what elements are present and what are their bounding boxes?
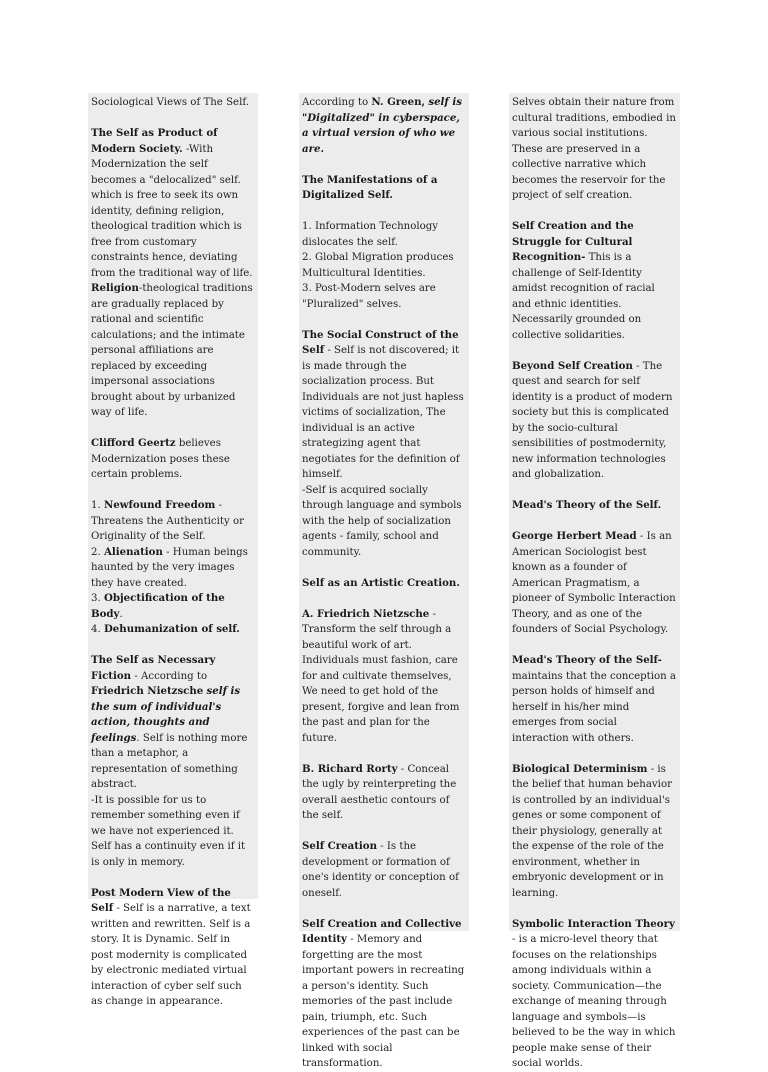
paragraph: Clifford Geertz believes Modernization poses these certain problems. (91, 437, 230, 480)
heading: Mead's Theory of the Self- (512, 654, 662, 666)
paragraph: Biological Determinism - is the belief that human behavior is controlled by an individual's genes or some component of their physiology, generally at the expense of the role of the environment, whether in embryonic development or in learning. (512, 762, 672, 899)
paragraph: Self Creation and the Struggle for Cultural Recognition- This is a challenge of Self-Identity amidst recognition of racial and ethnic identities. Necessarily grounded on collective solidarities. (512, 220, 655, 341)
document-title: Sociological Views of The Self. (91, 97, 249, 108)
heading: Religion (91, 282, 139, 294)
list-item: 1. Information Technology dislocates the self. (302, 221, 438, 248)
heading: A. Friedrich Nietzsche (302, 607, 430, 620)
list-item: 3. Objectification of the Body. (91, 592, 225, 620)
paragraph: B. Richard Rorty - Conceal the ugly by reinterpreting the overall aesthetic contours of the self. (302, 762, 457, 821)
list-item: 4. Dehumanization of self. (91, 623, 240, 635)
paragraph (512, 498, 676, 514)
heading: George Herbert Mead (512, 530, 637, 542)
paragraph: Self Creation and Collective Identity - Memory and forgetting are the most important powers in recreating a person's identity. Such memories of the past include pain, triumph, etc. Such experiences of the past can be linked with social transformation. (302, 917, 465, 1069)
heading: The Self as Necessary Fiction (91, 654, 216, 682)
paragraph: Mead's Theory of the Self- maintains that the conception a person holds of himself and herself in his/her mind emerges from social interaction with others. (512, 654, 677, 744)
heading: The Self as Product of Modern Society. (91, 127, 218, 155)
list-item: 1. Newfound Freedom - Threatens the Authenticity or Originality of the Self. (91, 499, 244, 542)
paragraph: Post Modern View of the Self - Self is a narrative, a text written and rewritten. Self is a story. It is Dynamic. Self in post modernity is complicated by electronic mediated virtual interaction of cyber self such as change in appearance. (91, 886, 251, 1007)
column-1 (88, 93, 258, 1007)
heading: Post Modern View of the Self (91, 886, 231, 914)
paragraph: The Social Construct of the Self - Self is not discovered; it is made through the socialization process. But Individuals are not just hapless victims of socialization, The individual is an active strategizing agent that negotiates for the definition of himself. (302, 328, 464, 480)
heading: Mead's Theory of the Self. (512, 499, 662, 511)
heading: The Social Construct of the Self (302, 328, 459, 356)
paragraph: The Self as Necessary Fiction - According to Friedrich Nietzsche self is the sum of individual's action, thoughts and feelings. Self is nothing more than a metaphor, a representation of something abstract. (91, 654, 248, 790)
paragraph (302, 576, 465, 592)
list-item: 2. Global Migration produces Multicultural Identities. (302, 252, 454, 279)
paragraph: A. Friedrich Nietzsche - Transform the self through a beautiful work of art. Individuals must fashion, care for and cultivate themselves, We need to get hold of the present, forgive and lean from the past and plan for the future. (302, 607, 460, 744)
column-3 (509, 93, 680, 1069)
heading: B. Richard Rorty (302, 762, 398, 775)
heading: Symbolic Interaction Theory (512, 917, 675, 930)
heading: Self Creation and Collective Identity (302, 917, 462, 945)
paragraph: George Herbert Mead - Is an American Sociologist best known as a founder of American Pragmatism, a pioneer of Symbolic Interaction Theory, and as one of the founders of Social Psychology. (512, 530, 676, 635)
paragraph: Symbolic Interaction Theory - is a micro-level theory that focuses on the relationships among individuals within a society. Communication—the exchange of meaning through language and symbols—is believed to be the way in which people make sense of their social worlds. (512, 917, 676, 1069)
list-item: 3. Post-Modern selves are "Pluralized" selves. (302, 283, 436, 310)
paragraph: Selves obtain their nature from cultural traditions, embodied in various social institutions. These are preserved in a collective narrative which becomes the reservoir for the project of self creation. (512, 97, 676, 201)
paragraph: -Self is acquired socially through language and symbols with the help of socialization agents - family, school and community. (302, 484, 462, 558)
paragraph: According to N. Green, self is "Digitalized" in cyberspace, a virtual version of who we are. (302, 96, 462, 155)
paragraph: Religion-theological traditions are gradually replaced by rational and scientific calculations; and the intimate personal affiliations are replaced by exceeding impersonal associations brought about by urbanized way of life. (91, 282, 253, 418)
heading: Beyond Self Creation (512, 359, 633, 372)
heading: Clifford Geertz (91, 437, 176, 449)
heading: Biological Determinism (512, 762, 648, 775)
heading: Self Creation (302, 840, 377, 852)
paragraph: -It is possible for us to remember something even if we have not experienced it. Self has a continuity even if it is only in memory. (91, 794, 246, 868)
list-item: 2. Alienation - Human beings haunted by the very images they have created. (91, 545, 248, 589)
column-2 (299, 93, 469, 1069)
paragraph (302, 173, 465, 204)
heading: Self as an Artistic Creation. (302, 576, 460, 589)
paragraph: The Self as Product of Modern Society. -With Modernization the self becomes a "delocalized" self. which is free to seek its own identity, defining religion, theological tradition which is free from customary constraints hence, deviating from the traditional way of life. (91, 127, 253, 279)
paragraph: Self Creation - Is the development or formation of one's identity or conception of oneself. (302, 840, 459, 899)
paragraph: Beyond Self Creation - The quest and search for self identity is a product of modern society but this is complicated by the socio-cultural sensibilities of postmodernity, new information technologies and globalization. (512, 359, 673, 480)
heading: Self Creation and the Struggle for Cultural Recognition- (512, 220, 634, 263)
heading: The Manifestations of a Digitalized Self. (302, 173, 438, 201)
